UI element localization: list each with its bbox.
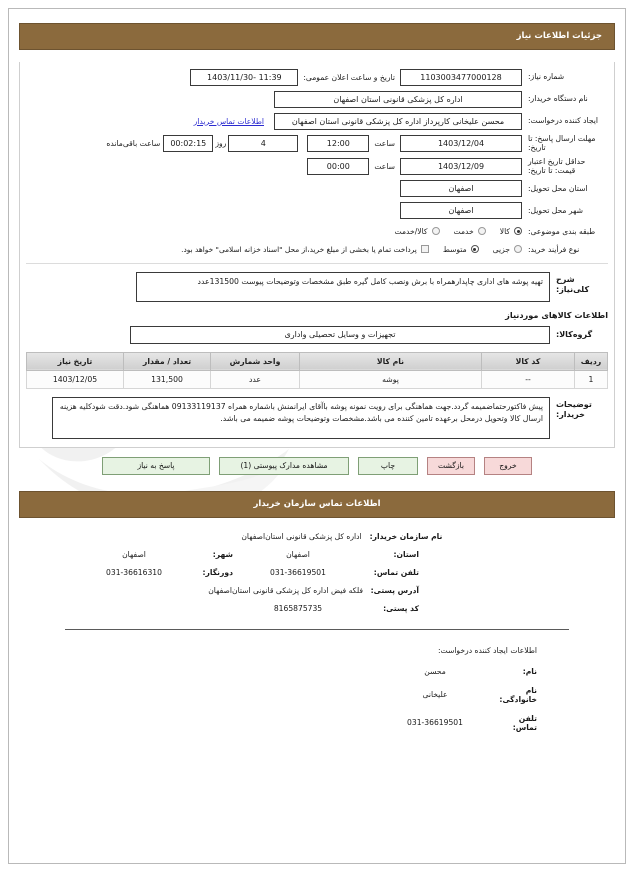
- contact-divider: [65, 629, 569, 630]
- col-quantity: تعداد / مقدار: [124, 352, 211, 370]
- col-code: کد کالا: [482, 352, 575, 370]
- row-classification: [26, 224, 608, 239]
- exit-button[interactable]: خروج: [484, 457, 532, 475]
- remaining-days-value: 4: [228, 135, 298, 152]
- classification-option-goods-service[interactable]: [394, 227, 439, 236]
- row-contact-postal: [19, 604, 615, 613]
- goods-table-header-row: [27, 352, 608, 370]
- creator-value: محسن علیخانی کارپرداز اداره کل پزشکی قانونی استان اصفهان: [274, 113, 522, 130]
- province-value: اصفهان: [400, 180, 522, 197]
- requester-section-title: اطلاعات ایجاد کننده درخواست:: [437, 645, 537, 655]
- back-button[interactable]: بازگشت: [427, 457, 475, 475]
- requester-name-value: محسن: [424, 666, 446, 676]
- row-requester-phone: [19, 714, 615, 732]
- contact-phone-value: 031-36619501: [270, 567, 326, 577]
- buyer-contact-info: [19, 532, 615, 732]
- cell-quantity: 131,500: [124, 370, 211, 388]
- contact-address-label: آدرس پستی:: [370, 585, 419, 595]
- treasury-bond-label: پرداخت تمام یا بخشی از مبلغ خرید،از محل "اسناد خزانه اسلامی" خواهد بود.: [181, 244, 417, 254]
- action-buttons: [9, 457, 625, 475]
- classification-label: طبقه بندی موضوعی:: [528, 226, 596, 236]
- contact-city-value: اصفهان: [122, 549, 146, 559]
- contact-address-value: فلکه فیض اداره کل پزشکی قانونی استان‌اصفهان: [208, 585, 363, 595]
- row-creator: [26, 112, 608, 130]
- section-header-need-details: [19, 23, 615, 50]
- classification-option-goods[interactable]: [500, 227, 522, 236]
- cell-need-date: 1403/12/05: [27, 370, 124, 388]
- goods-table: [26, 352, 608, 389]
- respond-to-need-button[interactable]: پاسخ به نیاز: [102, 457, 210, 475]
- classification-option-service-label: خدمت: [453, 226, 474, 236]
- process-option-medium[interactable]: [443, 245, 479, 254]
- contact-city-label: شهر:: [212, 549, 233, 559]
- radio-goods-icon[interactable]: [514, 227, 522, 235]
- col-need-date: تاریخ نیاز: [27, 352, 124, 370]
- section-header-title: جزئیات اطلاعات نیاز: [516, 31, 602, 41]
- city-label: شهر محل تحویل:: [528, 206, 583, 216]
- contact-header-title: اطلاعات تماس سازمان خریدار: [253, 498, 381, 509]
- cell-unit: عدد: [211, 370, 300, 388]
- buyer-notes-value: پیش فاکتورحتماضمیمه گردد.جهت هماهنگی برای رویت نمونه پوشه باآقای ایرانمنش باشماره همراه 09133119137 هماهنگی شود.دقت شودکلیه هزینه ارسال کالا وتحویل درمحل برعهده تامین کننده می باشد.مشخصات وتوضیحات پوشه ضمیمه می باشد.: [52, 397, 550, 439]
- cell-code: --: [482, 370, 575, 388]
- need-summary-label: شرح کلی‌نیاز:: [556, 274, 590, 295]
- contact-fax-label: دورنگار:: [202, 567, 233, 577]
- requester-phone-value: 031-36619501: [407, 718, 463, 728]
- col-name: نام کالا: [300, 352, 482, 370]
- process-option-medium-label: متوسط: [442, 244, 467, 254]
- contact-province-value: اصفهان: [286, 549, 310, 559]
- row-contact-address: [19, 586, 615, 595]
- print-button[interactable]: چاپ: [358, 457, 418, 475]
- creator-label: ایجاد کننده درخواست:: [528, 116, 598, 126]
- col-index: ردیف: [575, 352, 608, 370]
- contact-fax-value: 031-36616310: [106, 567, 162, 577]
- row-requester-name: [19, 667, 615, 676]
- classification-option-goods-label: کالا: [499, 226, 510, 236]
- cell-index: 1: [575, 370, 608, 388]
- row-contact-org: [19, 532, 615, 541]
- remaining-days-unit: روز: [215, 138, 227, 148]
- col-unit: واحد شمارش: [211, 352, 300, 370]
- treasury-bond-checkbox-group[interactable]: [181, 245, 429, 254]
- classification-option-service[interactable]: [454, 227, 486, 236]
- cell-name: پوشه: [300, 370, 482, 388]
- countdown-value: 00:02:15: [163, 135, 213, 152]
- deadline-hour-label: ساعت: [374, 138, 395, 148]
- view-attachments-button[interactable]: مشاهده مدارک پیوستی (1): [219, 457, 349, 475]
- row-province: [26, 180, 608, 198]
- panel-divider: [26, 263, 608, 264]
- need-summary-value: تهیه پوشه های اداری چاپدارهمراه با برش ونصب کامل گیره طبق مشخصات وتوضیحات پیوست 131500عدد: [136, 272, 550, 302]
- need-number-label: شماره نیاز:: [528, 72, 565, 82]
- validity-hour-label: ساعت: [374, 161, 395, 171]
- contact-org-value: اداره کل پزشکی قانونی استان‌اصفهان: [241, 531, 362, 541]
- checkbox-treasury-icon[interactable]: [421, 245, 429, 253]
- row-deadline: [26, 134, 608, 153]
- process-type-label: نوع فرأیند خرید:: [528, 244, 580, 254]
- goods-group-label: گروه‌کالا:: [556, 330, 593, 340]
- row-city: [26, 202, 608, 220]
- need-number-value: 1103003477000128: [400, 69, 522, 86]
- requester-family-label: نام خانوادگی:: [499, 685, 537, 704]
- announce-label: تاریخ و ساعت اعلان عمومی:: [303, 72, 395, 82]
- row-need-number: [26, 68, 608, 86]
- deadline-label: مهلت ارسال پاسخ: تا تاریخ:: [528, 134, 596, 153]
- deadline-time-value: 12:00: [307, 135, 369, 152]
- need-details-panel: [19, 62, 615, 448]
- row-validity: [26, 157, 608, 176]
- validity-time-value: 00:00: [307, 158, 369, 175]
- deadline-date-value: 1403/12/04: [400, 135, 522, 152]
- contact-org-label: نام سازمان خریدار:: [369, 531, 443, 541]
- radio-goods-service-icon[interactable]: [432, 227, 440, 235]
- announce-value: 11:39 -1403/11/30: [190, 69, 298, 86]
- validity-date-value: 1403/12/09: [400, 158, 522, 175]
- row-goods-group: [26, 326, 608, 344]
- contact-postal-label: کد پستی:: [383, 603, 419, 613]
- buyer-contact-link[interactable]: اطلاعات تماس خریدار: [193, 116, 264, 126]
- row-requester-family: [19, 686, 615, 704]
- requester-family-value: علیخانی: [422, 690, 448, 700]
- buyer-org-label: نام دستگاه خریدار:: [528, 94, 588, 104]
- city-value: اصفهان: [400, 202, 522, 219]
- buyer-org-value: اداره کل پزشکی قانونی استان اصفهان: [274, 91, 522, 108]
- goods-group-value: تجهیزات و وسایل تحصیلی واداری: [130, 326, 550, 344]
- row-process-type: [26, 242, 608, 257]
- radio-service-icon[interactable]: [478, 227, 486, 235]
- table-row: [27, 370, 608, 388]
- row-buyer-notes: [26, 397, 608, 439]
- page-container: [8, 8, 626, 864]
- contact-phone-label: تلفن تماس:: [373, 567, 419, 577]
- row-need-summary: [26, 272, 608, 302]
- goods-section-title: اطلاعات کالاهای موردنیاز: [505, 309, 608, 320]
- process-option-minor-label: جزیی: [492, 244, 510, 254]
- radio-medium-icon[interactable]: [471, 245, 479, 253]
- process-option-minor[interactable]: [493, 245, 522, 254]
- countdown-label: ساعت باقی‌مانده: [106, 138, 161, 148]
- radio-minor-icon[interactable]: [514, 245, 522, 253]
- buyer-notes-label: توضیحات خریدار:: [556, 399, 592, 420]
- province-label: استان محل تحویل:: [528, 184, 588, 194]
- row-contact-phone-fax: [19, 568, 615, 577]
- row-contact-province-city: [19, 550, 615, 559]
- row-buyer-org: [26, 90, 608, 108]
- contact-postal-value: 8165875735: [273, 603, 323, 613]
- validity-label: حداقل تاریخ اعتبار قیمت: تا تاریخ:: [528, 156, 586, 176]
- classification-option-goods-service-label: کالا/خدمت: [394, 226, 428, 236]
- requester-phone-label: تلفن تماس:: [512, 713, 537, 732]
- contact-province-label: استان:: [393, 549, 419, 559]
- section-header-buyer-contact: [19, 491, 615, 518]
- requester-name-label: نام:: [522, 666, 537, 676]
